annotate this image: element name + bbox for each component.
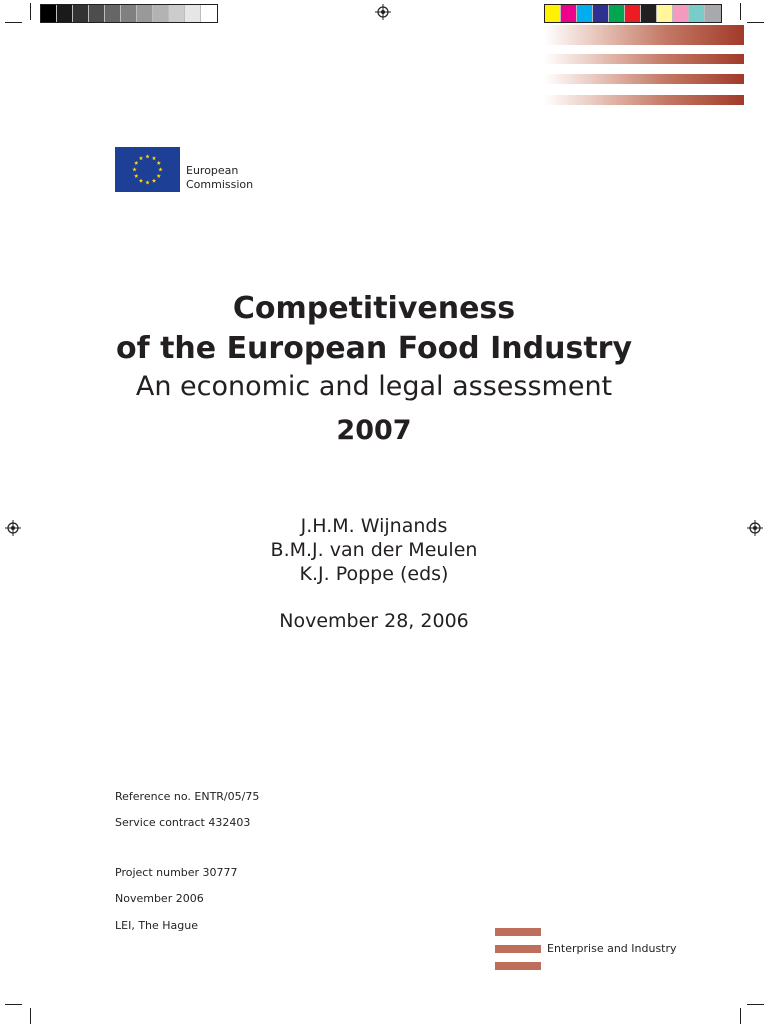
eu-star-icon — [139, 178, 143, 182]
eu-star-icon — [145, 180, 149, 184]
color-swatch — [609, 5, 625, 22]
title-line-1: Competitiveness — [232, 291, 516, 326]
crop-mark-bottom-left-h — [5, 1004, 22, 1005]
eu-star-icon — [158, 167, 162, 171]
grayscale-swatch — [169, 5, 185, 22]
eu-star-icon — [132, 167, 136, 171]
department-label: Enterprise and Industry — [547, 942, 677, 955]
crop-mark-top-right-v — [740, 3, 741, 20]
decorative-stripe-4 — [544, 95, 744, 105]
decorative-stripe-1 — [544, 25, 744, 45]
color-swatch — [673, 5, 689, 22]
color-swatch — [705, 5, 721, 22]
edition-year: 2007 — [336, 415, 412, 446]
grayscale-swatch-bar — [40, 4, 218, 23]
registration-mark-icon — [747, 520, 763, 536]
decorative-stripe-2 — [544, 54, 744, 64]
enterprise-logo-bar-3 — [495, 962, 541, 970]
crop-mark-bottom-left-v — [30, 1008, 31, 1024]
grayscale-swatch — [137, 5, 153, 22]
subtitle: An economic and legal assessment — [135, 371, 613, 402]
eu-star-icon — [134, 161, 138, 165]
color-swatch — [641, 5, 657, 22]
color-swatch — [657, 5, 673, 22]
grayscale-swatch — [89, 5, 105, 22]
logo-line-2: Commission — [186, 178, 254, 191]
registration-mark-icon — [375, 4, 391, 20]
color-swatch-bar — [544, 4, 722, 23]
grayscale-swatch — [153, 5, 169, 22]
crop-mark-top-left-h — [5, 22, 22, 23]
publication-date: November 28, 2006 — [279, 610, 469, 632]
reference-number: Reference no. ENTR/05/75 — [115, 790, 260, 803]
author-2: B.M.J. van der Meulen — [270, 539, 478, 561]
eu-star-icon — [139, 156, 143, 160]
eu-star-icon — [157, 161, 161, 165]
service-contract: Service contract 432403 — [115, 816, 251, 829]
color-swatch — [577, 5, 593, 22]
color-swatch — [561, 5, 577, 22]
logo-line-1: European — [186, 164, 239, 177]
grayscale-swatch — [73, 5, 89, 22]
grayscale-swatch — [121, 5, 137, 22]
grayscale-swatch — [105, 5, 121, 22]
title-line-2: of the European Food Industry — [115, 331, 633, 366]
publisher: LEI, The Hague — [115, 919, 199, 932]
enterprise-logo-bar-1 — [495, 928, 541, 936]
author-1: J.H.M. Wijnands — [300, 515, 448, 537]
crop-mark-bottom-right-h — [747, 1004, 764, 1005]
eu-stars-icon — [115, 147, 180, 192]
decorative-stripe-3 — [544, 74, 744, 84]
project-number: Project number 30777 — [115, 866, 238, 879]
crop-mark-bottom-right-v — [740, 1008, 741, 1024]
publication-month: November 2006 — [115, 892, 204, 905]
eu-star-icon — [134, 174, 138, 178]
author-3: K.J. Poppe (eds) — [299, 563, 449, 585]
grayscale-swatch — [185, 5, 201, 22]
eu-star-icon — [157, 174, 161, 178]
eu-star-icon — [145, 154, 149, 158]
enterprise-logo-bar-2 — [495, 945, 541, 953]
color-swatch — [545, 5, 561, 22]
crop-mark-top-left-v — [30, 3, 31, 20]
eu-flag-logo — [115, 147, 180, 192]
grayscale-swatch — [41, 5, 57, 22]
color-swatch — [689, 5, 705, 22]
european-commission-label — [186, 164, 253, 192]
eu-star-icon — [152, 178, 156, 182]
eu-star-icon — [152, 156, 156, 160]
grayscale-swatch — [201, 5, 217, 22]
color-swatch — [593, 5, 609, 22]
color-swatch — [625, 5, 641, 22]
crop-mark-top-right-h — [747, 22, 764, 23]
grayscale-swatch — [57, 5, 73, 22]
